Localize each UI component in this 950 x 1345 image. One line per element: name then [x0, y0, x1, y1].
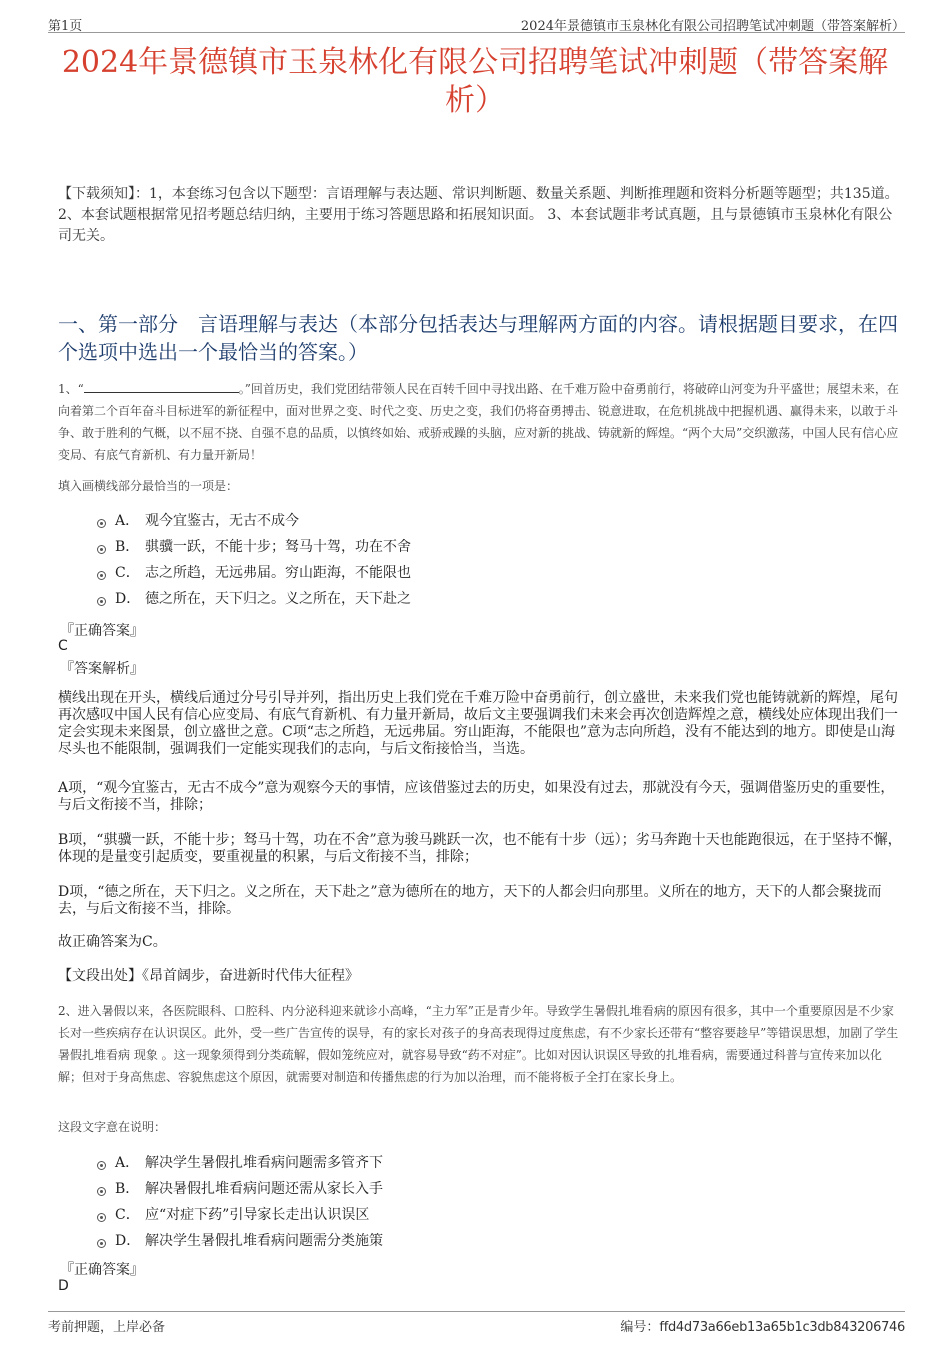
answer-value: D: [58, 1278, 69, 1294]
source-citation: 【文段出处】《昂首阔步，奋进新时代伟大征程》: [58, 968, 359, 984]
question-1-stem: [58, 378, 900, 466]
radio-icon[interactable]: [97, 1239, 106, 1248]
analysis-paragraph: B项，“骐骥一跃，不能十步；驽马十驾，功在不舍”意为骏马跳跃一次，也不能有十步（远）；劣马奔跑十天也能跑很远，在于坚持不懈，体现的是量变引起质变，要重视量的积累，与后文衔接不当，排除；: [58, 832, 902, 865]
question-1-ask: 填入画横线部分最恰当的一项是：: [58, 479, 239, 493]
radio-icon[interactable]: [97, 1161, 106, 1170]
radio-icon[interactable]: [97, 1187, 106, 1196]
radio-icon[interactable]: [97, 519, 106, 528]
question-1-body: 。”回首历史，我们党团结带领人民在百转千回中寻找出路、在千难万险中奋勇前行，将破碎山河变为升平盛世；展望未来，在向着第二个百年奋斗目标进军的新征程中，面对世界之变、时代之变、历史之变，我们仍将奋勇搏击、锐意进取，在危机挑战中把握机遇、赢得未来，以敢于斗争、敢于胜利的气概，以不屈不挠、自强不息的品质，以慎终如始、戒骄戒躁的头脑，应对新的挑战、铸就新的辉煌。“两个大局”交织激荡，中国人民有信心应变局、有底气育新机、有力量开新局！: [58, 382, 899, 462]
download-notice: 【下载须知】：1，本套练习包含以下题型：言语理解与表达题、常识判断题、数量关系题、判断推理题和资料分析题等题型；共135道。 2、本套试题根据常见招考题总结归纳，主要用于练习答题思路和拓展知识面。 3、本套试题非考试真题，且与景德镇市玉泉林化有限公司无关。: [58, 186, 899, 244]
footer-slogan: 考前押题，上岸必备: [48, 1320, 166, 1335]
page-header: [48, 10, 905, 33]
code-label: 编号：: [620, 1320, 660, 1335]
analysis-paragraph: A项，“观今宜鉴古，无古不成今”意为观察今天的事情，应该借鉴过去的历史，如果没有过去，那就没有今天，强调借鉴历史的重要性，与后文衔接不当，排除；: [58, 780, 895, 813]
answer-label: 『正确答案』: [60, 1262, 144, 1278]
page-number: 第1页: [48, 19, 83, 34]
code-value: ffd4d73a66eb13a65b1c3db843206746: [659, 1320, 905, 1335]
section-title: 一、第一部分 言语理解与表达（本部分包括表达与理解两方面的内容。请根据题目要求，在四个选项中选出一个最恰当的答案。）: [58, 312, 898, 364]
header-doc-title: 2024年景德镇市玉泉林化有限公司招聘笔试冲刺题（带答案解析）: [520, 19, 905, 34]
question-2-ask: 这段文字意在说明：: [58, 1120, 167, 1134]
footer-code: [620, 1316, 905, 1335]
analysis-label: 『答案解析』: [60, 661, 144, 677]
page-footer: [48, 1311, 905, 1334]
radio-icon[interactable]: [97, 1213, 106, 1222]
analysis-paragraph: 横线出现在开头，横线后通过分号引导并列，指出历史上我们党在千难万险中奋勇前行，创立盛世，未来我们党也能铸就新的辉煌，尾句再次感叹中国人民有信心应变局、有底气育新机、有力量开新局，故后文主要强调我们未来会再次创造辉煌之意，横线处应体现出我们一定会实现未来图景，创立盛世之意。C项“志之所趋，无远弗届。穷山距海，不能限也”意为志向所趋，没有不能达到的地方。即使是山海尽头也不能限制，强调我们一定能实现我们的志向，与后文衔接恰当，当选。: [58, 690, 898, 757]
question-1-prefix: 1、“: [58, 382, 84, 396]
analysis-paragraph: D项，“德之所在，天下归之。义之所在，天下赴之”意为德所在的地方，天下的人都会归向那里。义所在的地方，天下的人都会聚拢而去，与后文衔接不当，排除。: [58, 884, 882, 917]
fill-blank-line: [84, 379, 239, 393]
analysis-conclusion: 故正确答案为C。: [58, 934, 167, 950]
radio-icon[interactable]: [97, 545, 106, 554]
question-2-stem: 2、进入暑假以来，各医院眼科、口腔科、内分泌科迎来就诊小高峰，“主力军”正是青少年。导致学生暑假扎堆看病的原因有很多，其中一个重要原因是不少家长对一些疾病存在认识误区。此外，受一些广告宣传的误导，有的家长对孩子的身高表现得过度焦虑，有不少家长还带有“整容要趁早”等错误思想，加剧了学生暑假扎堆看病 现象 。这一现象须得到分类疏解，假如笼统应对，就容易导致“药不对症”。比如对因认识误区导致的扎堆看病，需要通过科普与宣传来加以化解；但对于身高焦虑、容貌焦虑这个原因，就需要对制造和传播焦虑的行为加以治理，而不能将板子全打在家长身上。: [58, 1004, 899, 1084]
radio-icon[interactable]: [97, 571, 106, 580]
radio-icon[interactable]: [97, 597, 106, 606]
answer-label: 『正确答案』: [60, 623, 144, 639]
answer-value: C: [58, 638, 68, 654]
document-title: 2024年景德镇市玉泉林化有限公司招聘笔试冲刺题（带答案解析）: [61, 45, 889, 118]
